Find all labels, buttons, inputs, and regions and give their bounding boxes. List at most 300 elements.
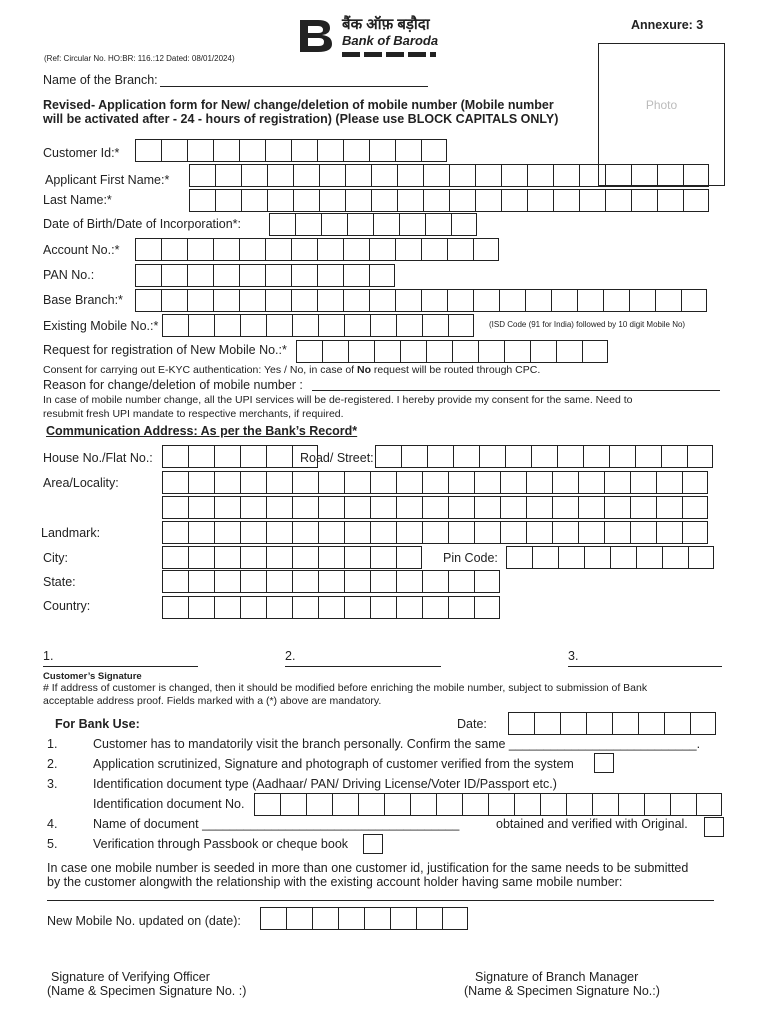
char-box[interactable] xyxy=(213,289,239,312)
char-box[interactable] xyxy=(188,570,214,593)
char-box[interactable] xyxy=(423,164,449,187)
char-box[interactable] xyxy=(384,793,410,816)
char-box[interactable] xyxy=(344,471,370,494)
char-box[interactable] xyxy=(396,521,422,544)
base-branch-input[interactable] xyxy=(135,289,707,312)
char-box[interactable] xyxy=(369,289,395,312)
area-input-row2[interactable] xyxy=(162,496,708,519)
char-box[interactable] xyxy=(371,164,397,187)
char-box[interactable] xyxy=(370,570,396,593)
char-box[interactable] xyxy=(396,471,422,494)
char-box[interactable] xyxy=(552,471,578,494)
char-box[interactable] xyxy=(189,189,215,212)
char-box[interactable] xyxy=(267,189,293,212)
char-box[interactable] xyxy=(422,521,448,544)
char-box[interactable] xyxy=(162,471,188,494)
char-box[interactable] xyxy=(631,189,657,212)
char-box[interactable] xyxy=(664,712,690,735)
char-box[interactable] xyxy=(553,164,579,187)
char-box[interactable] xyxy=(448,596,474,619)
char-box[interactable] xyxy=(451,213,477,236)
char-box[interactable] xyxy=(448,521,474,544)
char-box[interactable] xyxy=(421,238,447,261)
char-box[interactable] xyxy=(397,189,423,212)
char-box[interactable] xyxy=(592,793,618,816)
char-box[interactable] xyxy=(162,445,188,468)
pin-input[interactable] xyxy=(506,546,714,569)
char-box[interactable] xyxy=(292,570,318,593)
char-box[interactable] xyxy=(578,496,604,519)
signature-2-line[interactable] xyxy=(285,666,441,667)
char-box[interactable] xyxy=(448,314,474,337)
char-box[interactable] xyxy=(371,189,397,212)
char-box[interactable] xyxy=(266,521,292,544)
state-input[interactable] xyxy=(162,570,500,593)
char-box[interactable] xyxy=(526,496,552,519)
char-box[interactable] xyxy=(474,496,500,519)
account-no-input[interactable] xyxy=(135,238,499,261)
char-box[interactable] xyxy=(557,445,583,468)
char-box[interactable] xyxy=(241,189,267,212)
char-box[interactable] xyxy=(319,189,345,212)
char-box[interactable] xyxy=(556,340,582,363)
char-box[interactable] xyxy=(670,793,696,816)
reason-input[interactable] xyxy=(312,390,720,391)
char-box[interactable] xyxy=(370,521,396,544)
char-box[interactable] xyxy=(296,340,322,363)
char-box[interactable] xyxy=(604,496,630,519)
char-box[interactable] xyxy=(291,139,317,162)
char-box[interactable] xyxy=(618,793,644,816)
char-box[interactable] xyxy=(370,596,396,619)
char-box[interactable] xyxy=(162,314,188,337)
landmark-input[interactable] xyxy=(162,521,708,544)
char-box[interactable] xyxy=(422,471,448,494)
char-box[interactable] xyxy=(603,289,629,312)
char-box[interactable] xyxy=(318,596,344,619)
char-box[interactable] xyxy=(577,289,603,312)
char-box[interactable] xyxy=(345,189,371,212)
char-box[interactable] xyxy=(312,907,338,930)
char-box[interactable] xyxy=(135,139,161,162)
char-box[interactable] xyxy=(293,189,319,212)
char-box[interactable] xyxy=(239,139,265,162)
char-box[interactable] xyxy=(318,570,344,593)
char-box[interactable] xyxy=(636,546,662,569)
char-box[interactable] xyxy=(452,340,478,363)
char-box[interactable] xyxy=(395,238,421,261)
passbook-checkbox[interactable] xyxy=(363,834,383,854)
char-box[interactable] xyxy=(655,289,681,312)
char-box[interactable] xyxy=(422,596,448,619)
char-box[interactable] xyxy=(317,238,343,261)
char-box[interactable] xyxy=(318,496,344,519)
char-box[interactable] xyxy=(488,793,514,816)
char-box[interactable] xyxy=(530,340,556,363)
char-box[interactable] xyxy=(532,546,558,569)
char-box[interactable] xyxy=(318,521,344,544)
char-box[interactable] xyxy=(240,596,266,619)
char-box[interactable] xyxy=(447,238,473,261)
char-box[interactable] xyxy=(291,289,317,312)
char-box[interactable] xyxy=(447,289,473,312)
char-box[interactable] xyxy=(631,164,657,187)
new-mobile-input[interactable] xyxy=(296,340,608,363)
char-box[interactable] xyxy=(343,264,369,287)
char-box[interactable] xyxy=(240,471,266,494)
char-box[interactable] xyxy=(240,314,266,337)
char-box[interactable] xyxy=(630,496,656,519)
char-box[interactable] xyxy=(370,496,396,519)
char-box[interactable] xyxy=(474,521,500,544)
char-box[interactable] xyxy=(280,793,306,816)
char-box[interactable] xyxy=(373,213,399,236)
pan-no-input[interactable] xyxy=(135,264,395,287)
char-box[interactable] xyxy=(500,521,526,544)
char-box[interactable] xyxy=(266,570,292,593)
char-box[interactable] xyxy=(629,289,655,312)
char-box[interactable] xyxy=(610,546,636,569)
char-box[interactable] xyxy=(638,712,664,735)
char-box[interactable] xyxy=(239,289,265,312)
char-box[interactable] xyxy=(410,793,436,816)
char-box[interactable] xyxy=(396,314,422,337)
char-box[interactable] xyxy=(687,445,713,468)
char-box[interactable] xyxy=(375,445,401,468)
char-box[interactable] xyxy=(696,793,722,816)
char-box[interactable] xyxy=(187,238,213,261)
char-box[interactable] xyxy=(240,445,266,468)
char-box[interactable] xyxy=(552,521,578,544)
char-box[interactable] xyxy=(266,471,292,494)
char-box[interactable] xyxy=(318,471,344,494)
char-box[interactable] xyxy=(501,189,527,212)
char-box[interactable] xyxy=(213,238,239,261)
verified-original-checkbox[interactable] xyxy=(704,817,724,837)
char-box[interactable] xyxy=(540,793,566,816)
char-box[interactable] xyxy=(423,189,449,212)
char-box[interactable] xyxy=(683,164,709,187)
char-box[interactable] xyxy=(291,238,317,261)
char-box[interactable] xyxy=(474,471,500,494)
char-box[interactable] xyxy=(609,445,635,468)
char-box[interactable] xyxy=(161,238,187,261)
char-box[interactable] xyxy=(266,496,292,519)
char-box[interactable] xyxy=(214,570,240,593)
char-box[interactable] xyxy=(344,314,370,337)
char-box[interactable] xyxy=(321,213,347,236)
char-box[interactable] xyxy=(241,164,267,187)
scrutinized-checkbox[interactable] xyxy=(594,753,614,773)
char-box[interactable] xyxy=(448,471,474,494)
id-doc-no-input[interactable] xyxy=(254,793,722,816)
char-box[interactable] xyxy=(292,596,318,619)
char-box[interactable] xyxy=(343,238,369,261)
char-box[interactable] xyxy=(462,793,488,816)
char-box[interactable] xyxy=(553,189,579,212)
char-box[interactable] xyxy=(436,793,462,816)
char-box[interactable] xyxy=(635,445,661,468)
char-box[interactable] xyxy=(135,238,161,261)
char-box[interactable] xyxy=(683,189,709,212)
char-box[interactable] xyxy=(370,546,396,569)
char-box[interactable] xyxy=(292,314,318,337)
char-box[interactable] xyxy=(475,164,501,187)
char-box[interactable] xyxy=(347,213,373,236)
char-box[interactable] xyxy=(421,289,447,312)
char-box[interactable] xyxy=(449,164,475,187)
char-box[interactable] xyxy=(135,289,161,312)
char-box[interactable] xyxy=(681,289,707,312)
char-box[interactable] xyxy=(501,164,527,187)
char-box[interactable] xyxy=(479,445,505,468)
char-box[interactable] xyxy=(682,521,708,544)
city-input[interactable] xyxy=(162,546,422,569)
char-box[interactable] xyxy=(508,712,534,735)
char-box[interactable] xyxy=(527,189,553,212)
char-box[interactable] xyxy=(322,340,348,363)
char-box[interactable] xyxy=(188,496,214,519)
char-box[interactable] xyxy=(240,521,266,544)
char-box[interactable] xyxy=(188,314,214,337)
char-box[interactable] xyxy=(343,289,369,312)
char-box[interactable] xyxy=(188,471,214,494)
char-box[interactable] xyxy=(586,712,612,735)
char-box[interactable] xyxy=(505,445,531,468)
char-box[interactable] xyxy=(605,164,631,187)
char-box[interactable] xyxy=(266,546,292,569)
char-box[interactable] xyxy=(265,139,291,162)
char-box[interactable] xyxy=(214,314,240,337)
char-box[interactable] xyxy=(400,340,426,363)
char-box[interactable] xyxy=(344,570,370,593)
char-box[interactable] xyxy=(396,496,422,519)
char-box[interactable] xyxy=(318,314,344,337)
char-box[interactable] xyxy=(215,164,241,187)
branch-input[interactable] xyxy=(160,86,428,87)
char-box[interactable] xyxy=(265,289,291,312)
char-box[interactable] xyxy=(584,546,610,569)
signature-1-line[interactable] xyxy=(43,666,198,667)
char-box[interactable] xyxy=(396,546,422,569)
char-box[interactable] xyxy=(240,570,266,593)
char-box[interactable] xyxy=(369,264,395,287)
first-name-input[interactable] xyxy=(189,164,709,187)
char-box[interactable] xyxy=(401,445,427,468)
bank-use-date-input[interactable] xyxy=(508,712,716,735)
char-box[interactable] xyxy=(566,793,592,816)
char-box[interactable] xyxy=(525,289,551,312)
char-box[interactable] xyxy=(526,521,552,544)
char-box[interactable] xyxy=(345,164,371,187)
char-box[interactable] xyxy=(688,546,714,569)
char-box[interactable] xyxy=(473,289,499,312)
char-box[interactable] xyxy=(291,264,317,287)
char-box[interactable] xyxy=(318,546,344,569)
char-box[interactable] xyxy=(682,471,708,494)
char-box[interactable] xyxy=(551,289,577,312)
char-box[interactable] xyxy=(162,596,188,619)
char-box[interactable] xyxy=(239,238,265,261)
char-box[interactable] xyxy=(421,139,447,162)
char-box[interactable] xyxy=(390,907,416,930)
char-box[interactable] xyxy=(292,496,318,519)
char-box[interactable] xyxy=(364,907,390,930)
char-box[interactable] xyxy=(188,445,214,468)
char-box[interactable] xyxy=(240,496,266,519)
char-box[interactable] xyxy=(187,289,213,312)
char-box[interactable] xyxy=(578,521,604,544)
char-box[interactable] xyxy=(338,907,364,930)
char-box[interactable] xyxy=(395,139,421,162)
area-input-row1[interactable] xyxy=(162,471,708,494)
char-box[interactable] xyxy=(395,289,421,312)
char-box[interactable] xyxy=(374,340,400,363)
char-box[interactable] xyxy=(449,189,475,212)
char-box[interactable] xyxy=(266,596,292,619)
char-box[interactable] xyxy=(644,793,670,816)
existing-mobile-input[interactable] xyxy=(162,314,474,337)
char-box[interactable] xyxy=(396,596,422,619)
char-box[interactable] xyxy=(448,570,474,593)
char-box[interactable] xyxy=(582,340,608,363)
char-box[interactable] xyxy=(188,546,214,569)
char-box[interactable] xyxy=(188,596,214,619)
char-box[interactable] xyxy=(213,264,239,287)
char-box[interactable] xyxy=(215,189,241,212)
char-box[interactable] xyxy=(552,496,578,519)
char-box[interactable] xyxy=(214,471,240,494)
char-box[interactable] xyxy=(560,712,586,735)
char-box[interactable] xyxy=(656,496,682,519)
char-box[interactable] xyxy=(332,793,358,816)
char-box[interactable] xyxy=(293,164,319,187)
signature-3-line[interactable] xyxy=(568,666,722,667)
char-box[interactable] xyxy=(506,546,532,569)
char-box[interactable] xyxy=(370,471,396,494)
char-box[interactable] xyxy=(344,596,370,619)
road-input[interactable] xyxy=(375,445,713,468)
char-box[interactable] xyxy=(306,793,332,816)
char-box[interactable] xyxy=(260,907,286,930)
char-box[interactable] xyxy=(661,445,687,468)
char-box[interactable] xyxy=(188,521,214,544)
char-box[interactable] xyxy=(292,546,318,569)
char-box[interactable] xyxy=(214,596,240,619)
char-box[interactable] xyxy=(213,139,239,162)
char-box[interactable] xyxy=(656,521,682,544)
char-box[interactable] xyxy=(161,289,187,312)
char-box[interactable] xyxy=(214,445,240,468)
char-box[interactable] xyxy=(187,264,213,287)
char-box[interactable] xyxy=(319,164,345,187)
char-box[interactable] xyxy=(527,164,553,187)
char-box[interactable] xyxy=(292,521,318,544)
char-box[interactable] xyxy=(135,264,161,287)
char-box[interactable] xyxy=(448,496,474,519)
char-box[interactable] xyxy=(453,445,479,468)
dob-input[interactable] xyxy=(269,213,477,236)
char-box[interactable] xyxy=(474,570,500,593)
char-box[interactable] xyxy=(425,213,451,236)
char-box[interactable] xyxy=(514,793,540,816)
char-box[interactable] xyxy=(317,139,343,162)
char-box[interactable] xyxy=(266,445,292,468)
justification-input[interactable] xyxy=(47,900,714,901)
char-box[interactable] xyxy=(604,521,630,544)
char-box[interactable] xyxy=(254,793,280,816)
char-box[interactable] xyxy=(657,164,683,187)
char-box[interactable] xyxy=(292,471,318,494)
char-box[interactable] xyxy=(422,496,448,519)
char-box[interactable] xyxy=(657,189,683,212)
char-box[interactable] xyxy=(604,471,630,494)
char-box[interactable] xyxy=(531,445,557,468)
char-box[interactable] xyxy=(662,546,688,569)
char-box[interactable] xyxy=(473,238,499,261)
char-box[interactable] xyxy=(369,238,395,261)
char-box[interactable] xyxy=(422,570,448,593)
last-name-input[interactable] xyxy=(189,189,709,212)
char-box[interactable] xyxy=(579,189,605,212)
char-box[interactable] xyxy=(656,471,682,494)
char-box[interactable] xyxy=(343,139,369,162)
char-box[interactable] xyxy=(422,314,448,337)
char-box[interactable] xyxy=(239,264,265,287)
char-box[interactable] xyxy=(162,496,188,519)
char-box[interactable] xyxy=(499,289,525,312)
char-box[interactable] xyxy=(240,546,266,569)
char-box[interactable] xyxy=(690,712,716,735)
char-box[interactable] xyxy=(162,570,188,593)
char-box[interactable] xyxy=(214,546,240,569)
char-box[interactable] xyxy=(399,213,425,236)
char-box[interactable] xyxy=(344,496,370,519)
char-box[interactable] xyxy=(500,471,526,494)
char-box[interactable] xyxy=(267,164,293,187)
char-box[interactable] xyxy=(504,340,530,363)
char-box[interactable] xyxy=(630,521,656,544)
char-box[interactable] xyxy=(161,139,187,162)
char-box[interactable] xyxy=(426,340,452,363)
char-box[interactable] xyxy=(265,264,291,287)
char-box[interactable] xyxy=(583,445,609,468)
char-box[interactable] xyxy=(358,793,384,816)
char-box[interactable] xyxy=(369,139,395,162)
char-box[interactable] xyxy=(396,570,422,593)
char-box[interactable] xyxy=(161,264,187,287)
char-box[interactable] xyxy=(478,340,504,363)
house-input[interactable] xyxy=(162,445,318,468)
updated-on-input[interactable] xyxy=(260,907,468,930)
char-box[interactable] xyxy=(162,521,188,544)
char-box[interactable] xyxy=(265,238,291,261)
char-box[interactable] xyxy=(370,314,396,337)
char-box[interactable] xyxy=(500,496,526,519)
char-box[interactable] xyxy=(534,712,560,735)
char-box[interactable] xyxy=(630,471,656,494)
char-box[interactable] xyxy=(295,213,321,236)
char-box[interactable] xyxy=(427,445,453,468)
char-box[interactable] xyxy=(214,496,240,519)
country-input[interactable] xyxy=(162,596,500,619)
char-box[interactable] xyxy=(578,471,604,494)
char-box[interactable] xyxy=(526,471,552,494)
char-box[interactable] xyxy=(475,189,501,212)
char-box[interactable] xyxy=(269,213,295,236)
char-box[interactable] xyxy=(579,164,605,187)
char-box[interactable] xyxy=(605,189,631,212)
